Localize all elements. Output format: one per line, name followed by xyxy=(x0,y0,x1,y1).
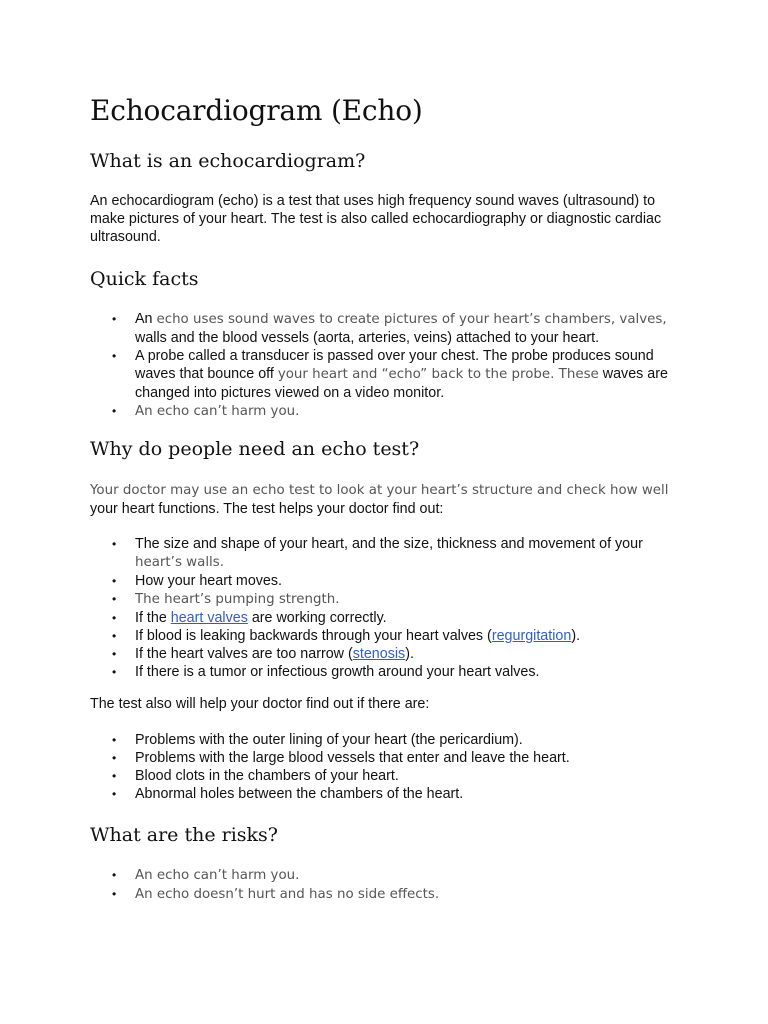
heading-risks: What are the risks? xyxy=(90,824,278,846)
heading-quick-facts: Quick facts xyxy=(90,268,199,290)
list-item: • How your heart moves. xyxy=(90,572,690,590)
list-item: • Abnormal holes between the chambers of the heart. xyxy=(90,785,690,803)
list-item: • The heart’s pumping strength. xyxy=(90,590,690,609)
conditions-list xyxy=(90,731,690,803)
why-echo-list xyxy=(90,535,690,681)
list-item: • Blood clots in the chambers of your heart. xyxy=(90,767,690,785)
paragraph-test-also: The test also will help your doctor find out if there are: xyxy=(90,696,430,712)
page-title: Echocardiogram (Echo) xyxy=(90,94,423,127)
quick-facts-list xyxy=(90,310,690,421)
paragraph-why-echo: Your doctor may use an echo test to look at your heart’s structure and check how well your heart functions. The test helps your doctor find out: xyxy=(90,483,669,517)
heading-what-is-echo: What is an echocardiogram? xyxy=(90,150,366,172)
heading-why-echo: Why do people need an echo test? xyxy=(90,438,420,460)
list-item: • Problems with the large blood vessels that enter and leave the heart. xyxy=(90,749,690,767)
list-item: • If blood is leaking backwards through your heart valves (regurgitation). xyxy=(90,627,690,645)
list-item: • A probe called a transducer is passed over your chest. The probe produces sound waves that bounce off your heart and “echo” back to the probe. These waves are changed into pictures viewed on a video monitor. xyxy=(90,347,690,402)
regurgitation-link[interactable]: regurgitation xyxy=(491,628,572,644)
stenosis-link[interactable]: stenosis xyxy=(352,646,406,662)
heart-valves-link[interactable]: heart valves xyxy=(170,610,248,626)
list-item: • Problems with the outer lining of your heart (the pericardium). xyxy=(90,731,690,749)
list-item: • An echo doesn’t hurt and has no side effects. xyxy=(90,885,690,904)
list-item: • If the heart valves are too narrow (stenosis). xyxy=(90,645,690,663)
list-item: • If there is a tumor or infectious growth around your heart valves. xyxy=(90,663,690,681)
list-item: • An echo uses sound waves to create pictures of your heart’s chambers, valves, walls and the blood vessels (aorta, arteries, veins) attached to your heart. xyxy=(90,310,690,347)
list-item: • If the heart valves are working correctly. xyxy=(90,609,690,627)
risks-list xyxy=(90,866,690,904)
list-item: • The size and shape of your heart, and the size, thickness and movement of your heart’s walls. xyxy=(90,535,690,572)
paragraph-what-is-echo: An echocardiogram (echo) is a test that uses high frequency sound waves (ultrasound) to make pictures of your heart. The test is also called echocardiography or diagnostic cardiac ultrasound. xyxy=(90,193,662,245)
list-item: • An echo can’t harm you. xyxy=(90,402,690,421)
list-item: • An echo can’t harm you. xyxy=(90,866,690,885)
